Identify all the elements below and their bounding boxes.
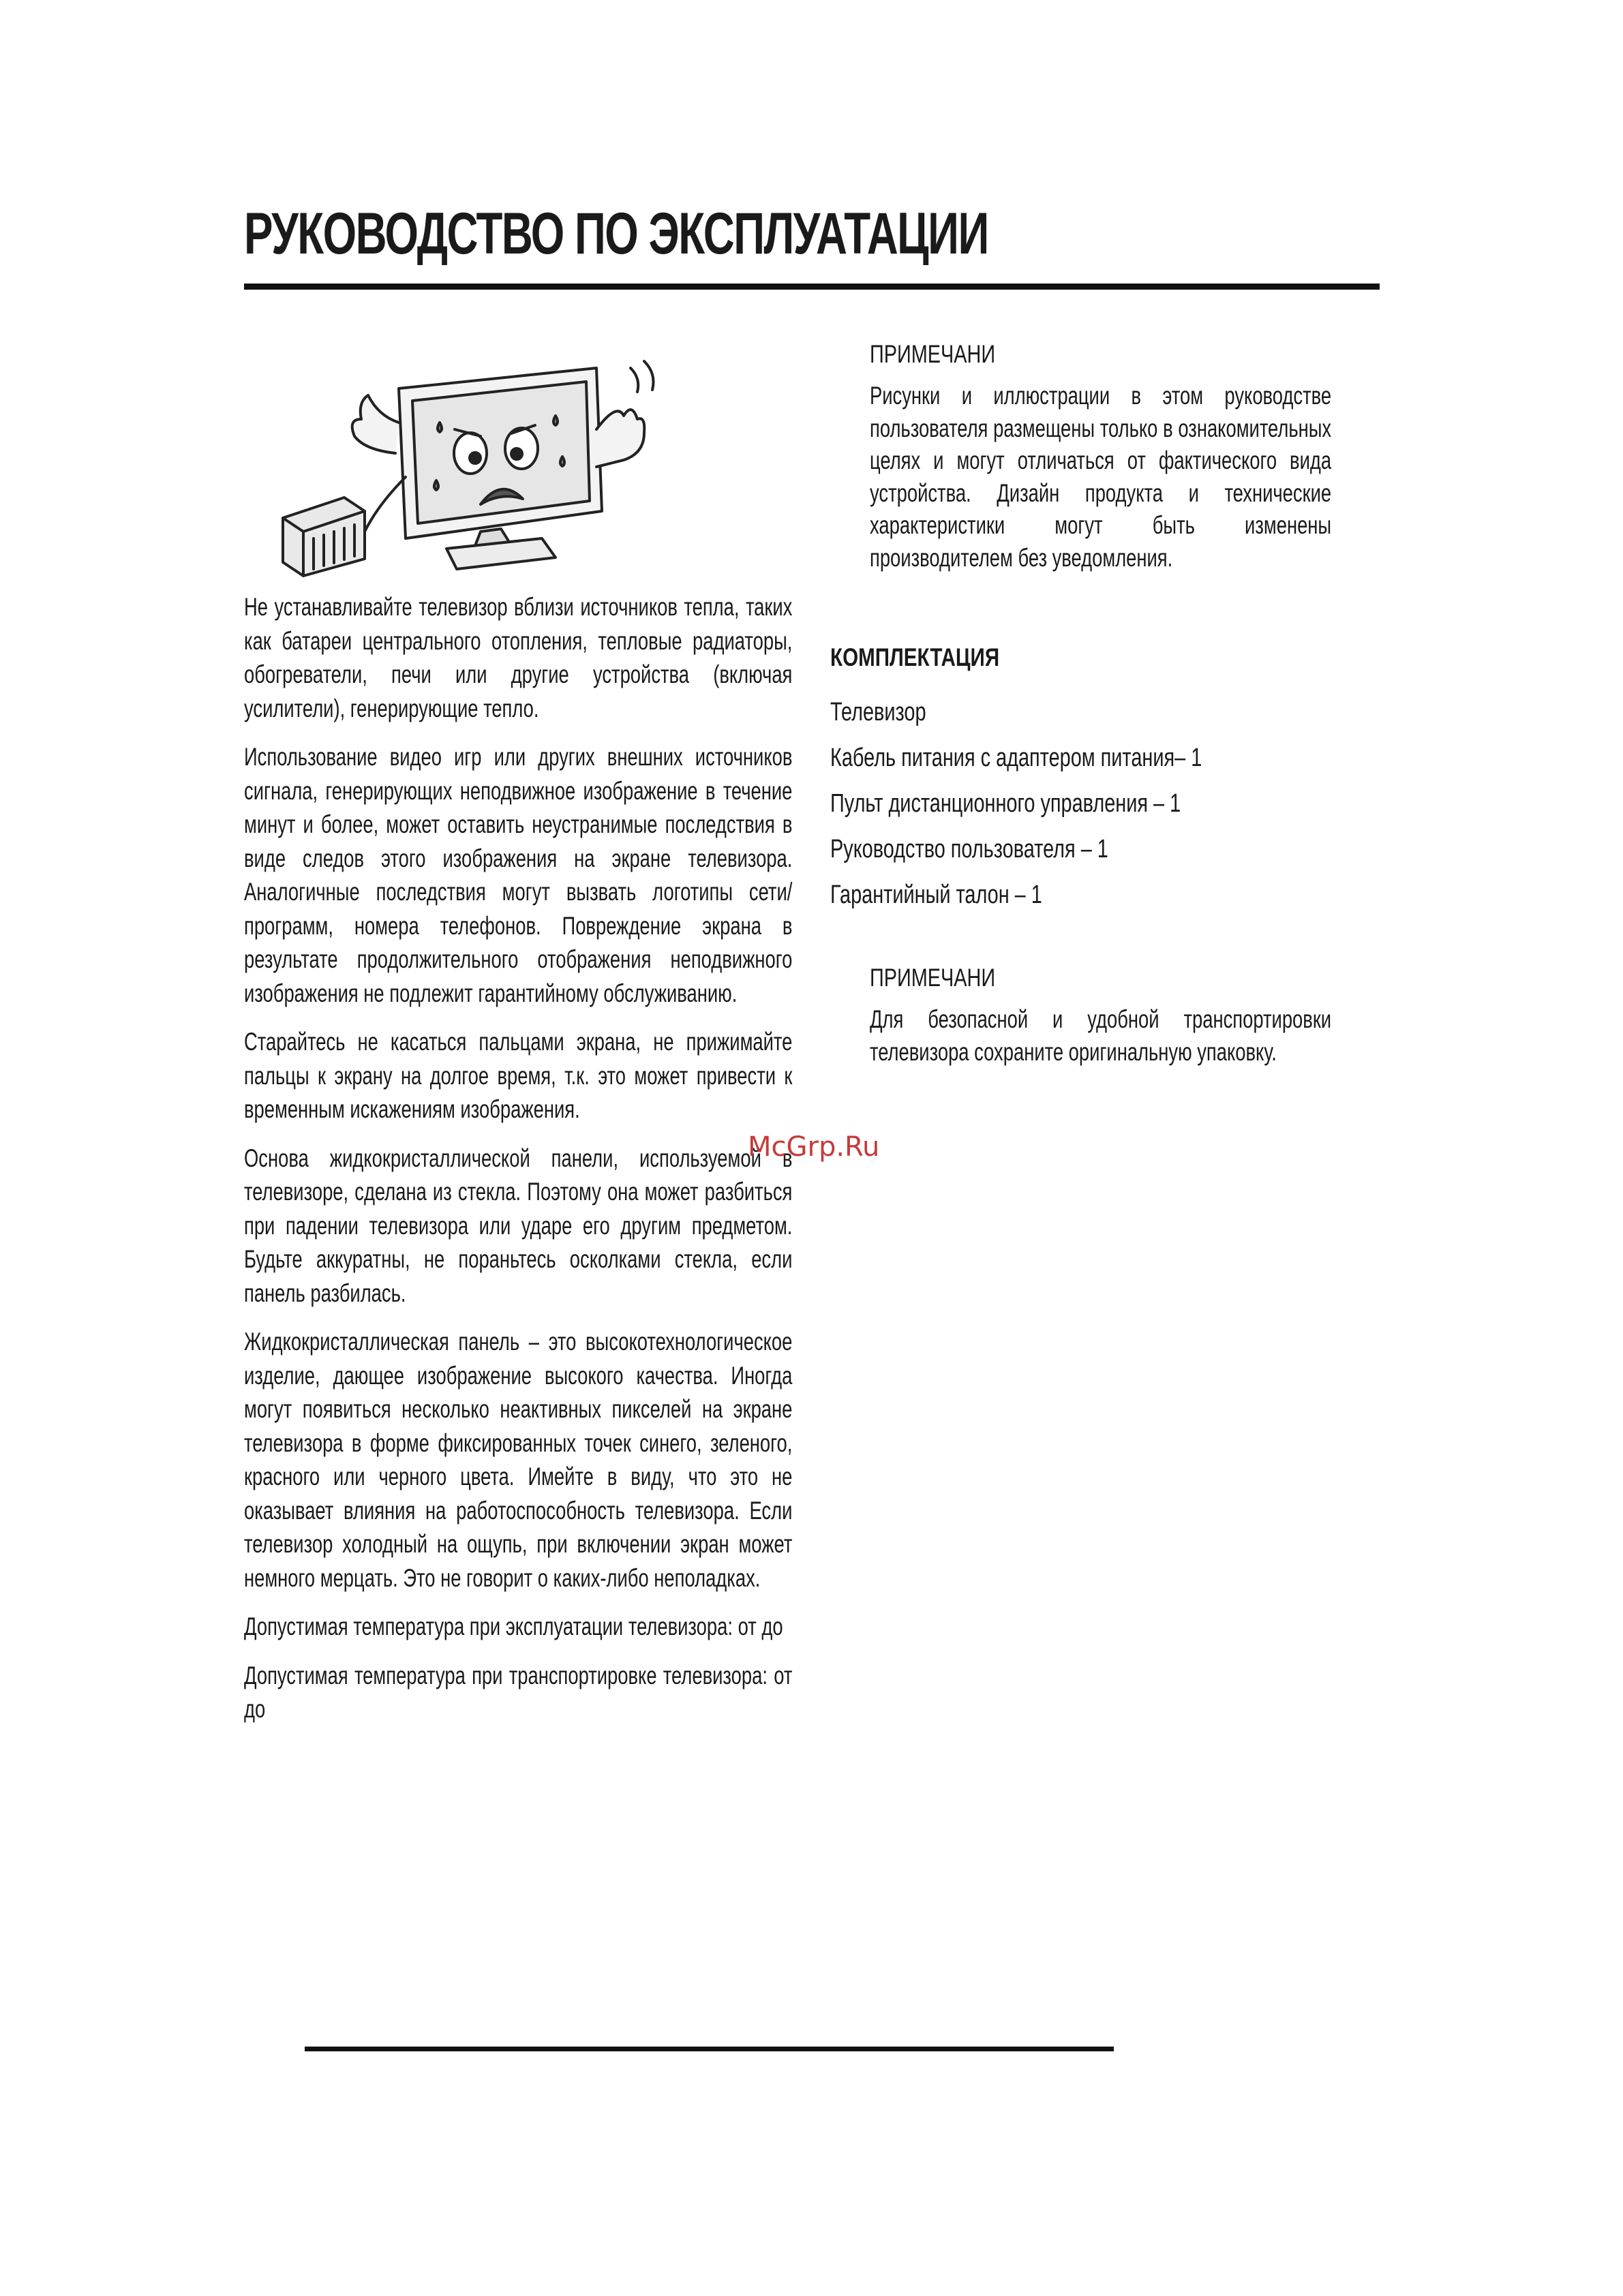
- kit-section: [830, 641, 1319, 918]
- list-item: Пульт дистанционного управления – 1: [830, 789, 1181, 818]
- page-title: РУКОВОДСТВО ПО ЭКСПЛУАТАЦИИ: [244, 201, 988, 266]
- paragraph-static-image: Использование видео игр или других внешних источников сигнала, генерирующих неподвижное изображение в течение минут и более, может оставить неустранимые последствия в виде следов этого изображения на экране телевизора. Аналогичные последствия могут вызвать логотипы сети/программ, номера телефонов. Повреждение экрана в результате продолжительного отображения неподвижного изображения не подлежит гарантийному обслуживанию.: [244, 743, 793, 1007]
- kit-list: [830, 690, 1319, 918]
- paragraph-operating-temperature: Допустимая температура при эксплуатации телевизора: от до: [244, 1612, 783, 1640]
- paragraph-glass-panel: Основа жидкокристаллической панели, используемой в телевизоре, сделана из стекла. Поэтому она может разбиться при падении телевизора или ударе его другим предметом. Будьте аккуратны, не пораньтесь осколками стекла, если панель разбилась.: [244, 1144, 793, 1307]
- paragraph-inactive-pixels: Жидкокристаллическая панель – это высокотехнологическое изделие, дающее изображение высокого качества. Иногда могут появиться несколько неактивных пикселей на экране телевизора в форме фиксированных точек синего, зеленого, красного или черного цвета. Имейте в виду, что это не оказывает влияния на работоспособность телевизора. Если телевизор холодный на ощупь, при включении экран может немного мерцать. Это не говорит о каких-либо неполадках.: [244, 1328, 793, 1592]
- note-illustrations: [870, 337, 1493, 574]
- list-item: Гарантийный талон – 1: [830, 881, 1042, 909]
- left-column: [244, 590, 792, 1726]
- tv-near-heater-illustration: [276, 341, 671, 579]
- list-item: Кабель питания с адаптером питания– 1: [830, 744, 1202, 772]
- list-item: Руководство пользователя – 1: [830, 835, 1108, 863]
- list-item: Телевизор: [830, 698, 926, 726]
- paragraph-heat-sources: Не устанавливайте телевизор вблизи источников тепла, таких как батареи центрального отопления, тепловые радиаторы, обогреватели, печи или другие устройства (включая усилители), генерирующие тепло.: [244, 593, 793, 722]
- note-packaging: [870, 961, 1493, 1068]
- paragraph-touch-screen: Старайтесь не касаться пальцами экрана, не прижимайте пальцы к экрану на долгое время, т.к. это может привести к временным искажениям изображения.: [244, 1028, 793, 1123]
- title-rule: [244, 284, 1380, 290]
- bottom-rule: [305, 2047, 1114, 2051]
- note-text: Рисунки и иллюстрации в этом руководстве пользователя размещены только в ознакомительных целях и могут отличаться от фактического вида устройства. Дизайн продукта и технические характеристики могут быть изменены производителем без уведомления.: [870, 382, 1332, 572]
- note-label: ПРИМЕЧАНИ: [870, 964, 996, 992]
- paragraph-transport-temperature: Допустимая температура при транспортировке телевизора: от до: [244, 1661, 793, 1723]
- watermark-text: McGrp.Ru: [748, 1131, 880, 1163]
- note-text: Для безопасной и удобной транспортировки телевизора сохраните оригинальную упаковку.: [870, 1005, 1332, 1066]
- kit-heading: КОМПЛЕКТАЦИЯ: [830, 643, 1000, 671]
- note-label: ПРИМЕЧАНИ: [870, 340, 996, 368]
